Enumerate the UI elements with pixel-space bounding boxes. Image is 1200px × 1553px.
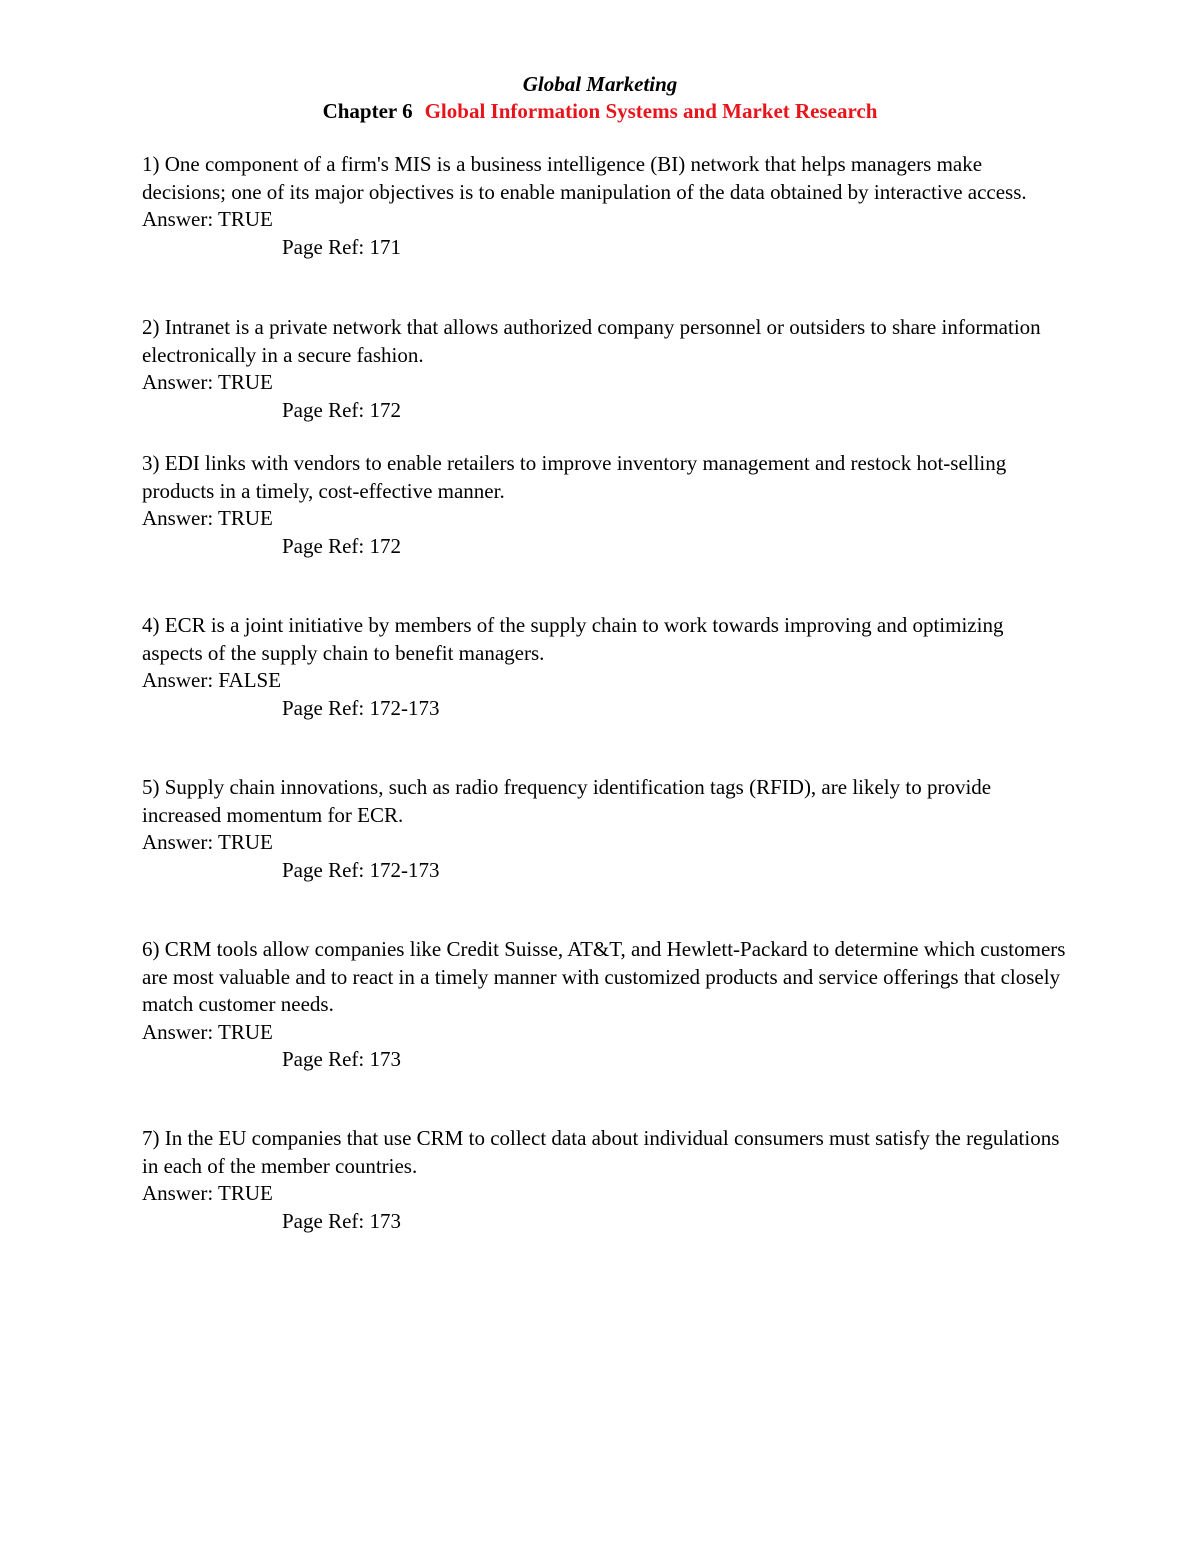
question-item — [142, 450, 1067, 560]
question-text: 1) One component of a firm's MIS is a business intelligence (BI) network that helps managers make decisions; one of its major objectives is to enable manipulation of the data obtained by interactive access. — [142, 152, 1027, 204]
chapter-heading — [0, 97, 1200, 125]
question-answer: Answer: FALSE — [142, 668, 282, 692]
question-text: 3) EDI links with vendors to enable retailers to improve inventory management and restock hot-selling products in a timely, cost-effective manner. — [142, 451, 1007, 503]
question-item — [142, 151, 1067, 261]
question-page-ref: Page Ref: 172-173 — [282, 695, 440, 720]
chapter-label: Chapter 6 — [322, 99, 413, 123]
question-text: 2) Intranet is a private network that allows authorized company personnel or outsiders to share information electronically in a secure fashion. — [142, 315, 1041, 367]
question-page-ref: Page Ref: 172 — [282, 397, 401, 422]
question-page-ref: Page Ref: 172-173 — [282, 857, 440, 882]
question-answer: Answer: TRUE — [142, 370, 273, 394]
chapter-title: Global Information Systems and Market Research — [424, 99, 878, 123]
question-page-ref: Page Ref: 173 — [282, 1208, 401, 1233]
question-text: 7) In the EU companies that use CRM to collect data about individual consumers must satisfy the regulations in each of the member countries. — [142, 1126, 1060, 1178]
question-item — [142, 936, 1067, 1074]
question-text: 4) ECR is a joint initiative by members of the supply chain to work towards improving and optimizing aspects of the supply chain to benefit managers. — [142, 613, 1004, 665]
question-page-ref: Page Ref: 172 — [282, 533, 401, 558]
question-page-ref: Page Ref: 173 — [282, 1047, 401, 1071]
document-title: Global Marketing — [522, 72, 678, 96]
question-text: 6) CRM tools allow companies like Credit Suisse, AT&T, and Hewlett-Packard to determine which customers are most valuable and to react in a timely manner with customized products and service offerings that closely match customer needs. — [142, 937, 1066, 1016]
question-answer: Answer: TRUE — [142, 207, 273, 231]
question-text: 5) Supply chain innovations, such as radio frequency identification tags (RFID), are likely to provide increased momentum for ECR. — [142, 775, 992, 827]
question-item — [142, 774, 1067, 884]
question-item — [142, 612, 1067, 722]
question-answer: Answer: TRUE — [142, 830, 273, 854]
question-answer: Answer: TRUE — [142, 506, 273, 530]
question-item — [142, 1125, 1067, 1235]
question-answer: Answer: TRUE — [142, 1181, 273, 1205]
question-page-ref: Page Ref: 171 — [282, 234, 401, 259]
question-item — [142, 314, 1067, 424]
question-answer: Answer: TRUE — [142, 1019, 273, 1044]
